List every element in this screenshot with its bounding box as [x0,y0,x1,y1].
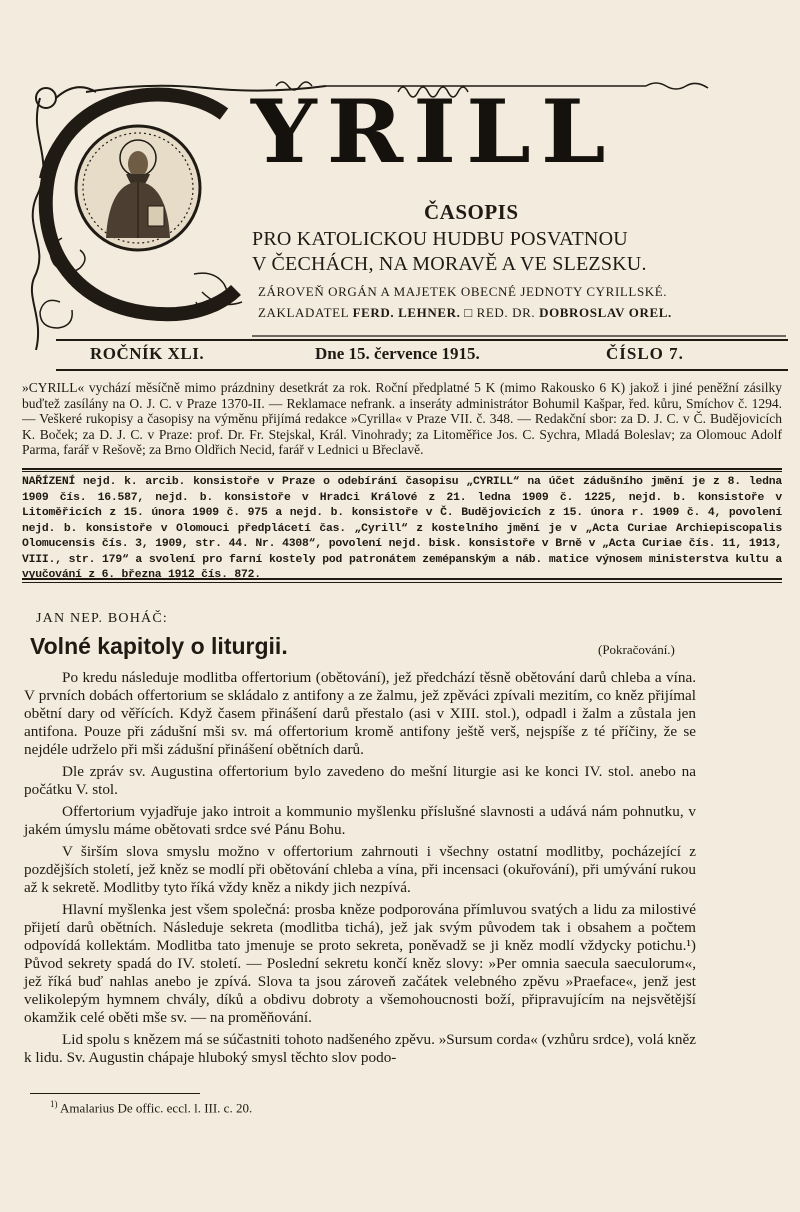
founder-editor-line [258,305,672,321]
paragraph: Offertorium vyjadřuje jako introit a kommunio myšlenku příslušné slavnosti a udává nám pohnutku, v jakém úmyslu máme obětovati srdce své Pánu Bohu. [24,803,696,838]
issue-number: ČÍSLO 7. [606,344,684,363]
volume-rule-top [56,339,788,341]
subtitle-casopis: ČASOPIS [424,200,519,224]
paragraph: Hlavní myšlenka jest všem společná: prosba kněze podporována přímluvou svatých a lidu za milostivé přijetí darů obětních. Následuje sekreta (modlitba tichá), jež jak svým původem tak i obsahem a počtem odpovídá kollektám. Modlitba tato jmenuje se proto sekreta, poněvadž se ji kněz modlí vždycky potichu.¹) Původ sekrety spadá do IV. století. — Poslední sekretu končí kněz slovy: »Per omnia saecula saeculorum«, jež říká buď nahlas anebo je zpívá. Slova ta jsou zároveň začátek velebného zpěvu »Praeface«, jenž jest velikolepým hymnem chvály, díků a obdivu dobroty a všemohoucnosti boží, připravujícím na nejsvětější okamžik celé oběti mše sv. — na proměňování. [24,901,696,1026]
divider [22,468,782,470]
subscription-notice: »CYRILL« vychází měsíčně mimo prázdniny desetkrát za rok. Roční předplatné 5 K (mimo Rakousko 6 K) jakož i jiné peněžní zásilky buďtež zasílány na O. J. C. v Praze 1370-II. — Reklamace nefrank. a inseráty administrátor Bohumil Kašpar, řed. kůru, Smíchov č. 1294. — Veškeré rukopisy a časopisy na výměnu přijímá redakce »Cyrilla« v Praze VII. č. 348. — Redakční sbor: za D. J. C. v Č. Budějovicích K. Boček; za D. J. C. v Praze: prof. Dr. Fr. Stejskal, Král. Vinohrady; za Litoměřice Jos. C. Sychra, Mladá Boleslav; za Olomouc Adolf Parma, farář v Rešově; za Brno Oldřich Necid, farář v Lednici u Břeclavě. [22,380,782,457]
masthead-title: YRILL [251,80,616,183]
issue-date: Dne 15. července 1915. [315,344,480,363]
paragraph: Dle zpráv sv. Augustina offertorium bylo zavedeno do mešní liturgie asi ke konci IV. stol. anebo na počátku V. stol. [24,763,696,798]
footnote [50,1099,252,1116]
footnote-text: Amalarius De offic. eccl. l. III. c. 20. [60,1100,253,1116]
subtitle-line-2: V ČECHÁCH, NA MORAVĚ A VE SLEZSKU. [252,253,647,275]
footnote-mark: 1) [50,1099,58,1109]
subtitle-organ: ZÁROVEŇ ORGÁN A MAJETEK OBECNÉ JEDNOTY CYRILLSKÉ. [258,284,668,299]
volume-number: ROČNÍK XLI. [90,344,205,363]
volume-bar [32,339,792,371]
founder-name: FERD. LEHNER. [352,305,461,320]
volume-rule-bottom [56,369,788,371]
founder-label: ZAKLADATEL [258,305,349,320]
separator-square-icon: □ [464,305,473,320]
editor-name: DOBROSLAV OREL. [539,305,672,320]
article-title: Volné kapitoly o liturgii. [30,633,288,659]
paragraph: V širším slova smyslu možno v offertorium zahrnouti i všechny ostatní modlitby, pocházející z pozdějších století, jež kněz se modlí při obětování chleba a vína, při incensaci (okuřování), při umývání rukou až k sekretě. Modlitby tyto říká vždy kněz a nikdy jich nezpívá. [24,843,696,896]
divider [22,471,782,472]
divider [22,578,782,580]
footnote-rule [30,1093,200,1094]
saint-cyril-portrait-icon [76,126,200,250]
subtitle-line-1: PRO KATOLICKOU HUDBU POSVATNOU [252,228,628,250]
consistory-order-notice: NAŘÍZENÍ nejd. k. arcib. konsistoře v Praze o odebírání časopisu „CYRILL“ na účet zádušního jmění je z 8. ledna 1909 čís. 16.587, nejd. b. konsistoře v Hradci Králové z 21. ledna 1909 č. 1225, nejd. b. konsistoře v Litoměřicích z 15. února 1909 č. 975 a nejd. b. konsistoře v Č. Budějovicích z 15. února r. 1909 č. 4, povolení nejd. b. konsistoře v Olomouci předplácetí čas. „Cyrill“ z kostelního jmění je v „Acta Curiae Archiepiscopalis Olomucensis čís. 3, 1909, str. 44. Nr. 4308“, povolení nejd. bisk. konsistoře v Brně v „Acta Curiae čís. 11, 1913, VIII., str. 179“ a svolení pro farní kostely pod patronátem zemépanským a náb. matice výnosem ministerstva kultu a vyučování z 6. března 1912 čís. 872. [22,476,782,581]
article-author: JAN NEP. BOHÁČ: [36,611,168,626]
masthead [26,78,786,350]
paragraph: Lid spolu s knězem má se súčastniti tohoto nadšeného zpěvu. »Sursum corda« (vzhůru srdce), volá kněz k lidu. Sv. Augustin chápaje hluboký smysl těchto slov podo- [24,1031,696,1066]
paragraph: Po kredu následuje modlitba offertorium (obětování), jež předchází těsně obětování darů chleba a vína. V prvních dobách offertorium se skládalo z antifony a ze žalmu, jež zpěváci zpívali mezitím, co kněz přijímal obětní dary od věřících. Když časem přinášení darů přestalo (asi v XIII. stol.), odpadl i žalm a zůstala jen antifona. Pouze při zádušní mši sv. má offertorium kromě antifony ještě verš, nejspíše z té příčiny, že se nejdéle udrželo při mši zádušní přinášení obětních darů. [24,669,696,758]
article-body [24,669,696,1067]
article-continuation: (Pokračování.) [598,642,675,657]
divider [22,582,782,583]
editor-label: RED. DR. [476,305,536,320]
